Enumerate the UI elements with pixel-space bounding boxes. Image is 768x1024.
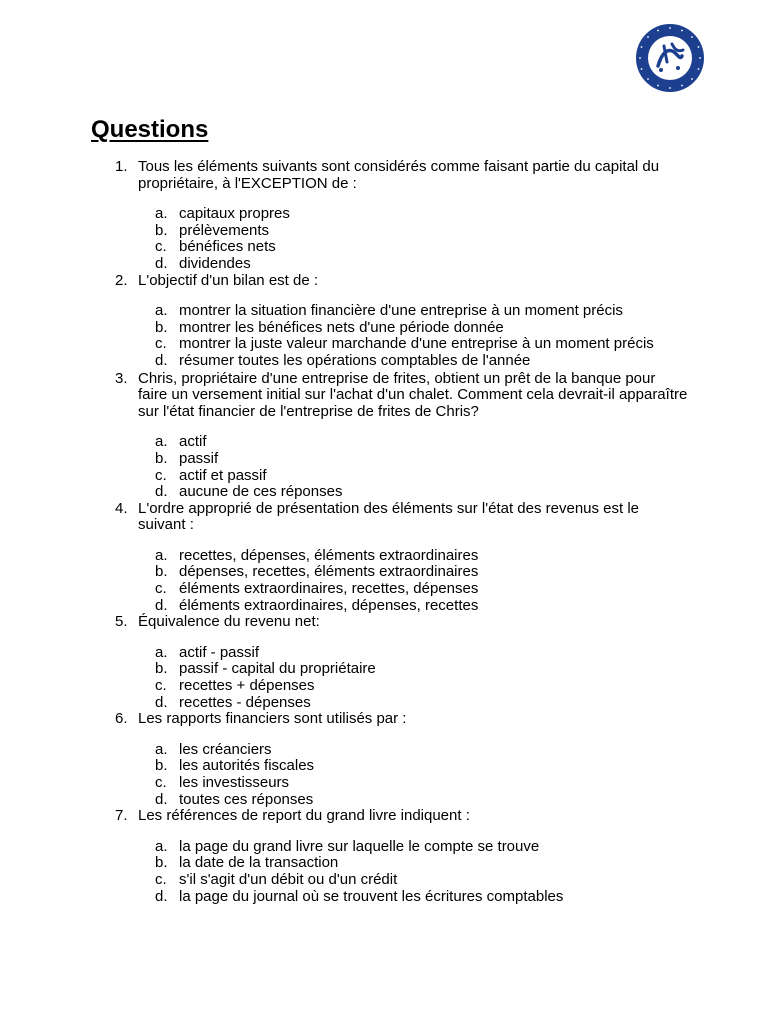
question-text: Les références de report du grand livre indiquent : [138,807,470,825]
option-text: toutes ces réponses [179,790,314,808]
option-letter: c. [155,335,167,353]
answer-options [138,548,688,614]
answer-option [138,889,688,906]
answer-option [138,758,688,775]
answer-option [138,564,688,581]
question-list [0,159,768,905]
option-text: recettes - dépenses [179,693,311,711]
question-item [0,371,768,501]
option-text: actif et passif [179,466,267,484]
option-text: montrer la juste valeur marchande d'une entreprise à un moment précis [179,335,654,353]
option-letter: a. [155,433,168,451]
question-item [0,808,768,905]
option-letter: c. [155,580,167,598]
question-item [0,711,768,808]
option-text: montrer la situation financière d'une entreprise à un moment précis [179,302,623,320]
answer-options [138,434,688,500]
question-item [0,273,768,370]
answer-option [138,239,688,256]
question-number: 5. [115,613,128,631]
question-text: Chris, propriétaire d'une entreprise de frites, obtient un prêt de la banque pour faire un versement initial sur l'achat d'un chalet. Comment cela devrait-il apparaître sur l'état financier de l'entreprise de frites de Chris? [138,369,688,420]
option-text: passif [179,449,219,467]
answer-option [138,872,688,889]
option-text: actif - passif [179,643,260,661]
answer-option [138,468,688,485]
university-seal-icon [634,22,706,94]
question-text: Équivalence du revenu net: [138,613,320,631]
answer-option [138,742,688,759]
answer-option [138,206,688,223]
option-text: prélèvements [179,221,270,239]
answer-option [138,303,688,320]
option-letter: d. [155,887,168,905]
option-letter: b. [155,757,168,775]
option-letter: b. [155,449,168,467]
option-letter: a. [155,302,168,320]
question-number: 6. [115,710,128,728]
question-item [0,159,768,273]
option-letter: a. [155,546,168,564]
answer-option [138,792,688,809]
option-text: s'il s'agit d'un débit ou d'un crédit [179,870,398,888]
answer-option [138,839,688,856]
answer-options [138,303,688,369]
option-letter: b. [155,660,168,678]
question-number: 2. [115,271,128,289]
option-text: résumer toutes les opérations comptables de l'année [179,351,531,369]
option-letter: d. [155,254,168,272]
option-text: capitaux propres [179,205,290,223]
option-text: aucune de ces réponses [179,483,343,501]
answer-option [138,223,688,240]
option-text: actif [179,433,207,451]
option-text: les créanciers [179,740,272,758]
option-letter: a. [155,837,168,855]
answer-option [138,598,688,615]
question-text: Les rapports financiers sont utilisés par : [138,710,407,728]
answer-option [138,451,688,468]
option-letter: d. [155,790,168,808]
option-letter: d. [155,483,168,501]
answer-options [138,206,688,272]
question-text: Tous les éléments suivants sont considérés comme faisant partie du capital du propriétaire, à l'EXCEPTION de : [138,158,660,192]
answer-option [138,645,688,662]
option-letter: d. [155,693,168,711]
answer-option [138,678,688,695]
option-letter: a. [155,205,168,223]
answer-option [138,581,688,598]
question-item [0,501,768,615]
question-text: L'objectif d'un bilan est de : [138,271,319,289]
page-title: Questions [91,116,209,143]
answer-option [138,855,688,872]
option-letter: c. [155,677,167,695]
question-number: 7. [115,807,128,825]
answer-option [138,775,688,792]
question-text: L'ordre approprié de présentation des éléments sur l'état des revenus est le suivant : [138,499,640,534]
answer-option [138,484,688,501]
question-number: 1. [115,158,128,175]
option-text: les autorités fiscales [179,757,315,775]
option-text: la page du grand livre sur laquelle le compte se trouve [179,837,540,855]
option-letter: c. [155,238,167,256]
answer-options [138,742,688,808]
option-letter: b. [155,318,168,336]
option-text: éléments extraordinaires, dépenses, recettes [179,596,479,614]
university-logo [634,22,706,94]
option-text: la page du journal où se trouvent les écritures comptables [179,887,564,905]
answer-options [138,839,688,905]
answer-option [138,548,688,565]
option-text: éléments extraordinaires, recettes, dépenses [179,580,479,598]
option-text: recettes, dépenses, éléments extraordinaires [179,546,479,564]
answer-option [138,661,688,678]
option-letter: d. [155,596,168,614]
option-text: dividendes [179,254,251,272]
answer-option [138,434,688,451]
option-letter: a. [155,643,168,661]
option-letter: c. [155,870,167,888]
option-letter: c. [155,466,167,484]
option-letter: c. [155,774,167,791]
option-text: les investisseurs [179,774,290,791]
option-letter: b. [155,563,168,581]
answer-option [138,353,688,370]
option-text: bénéfices nets [179,238,276,256]
question-number: 4. [115,499,128,517]
option-text: montrer les bénéfices nets d'une période donnée [179,318,504,336]
option-text: la date de la transaction [179,854,339,872]
option-letter: d. [155,351,168,369]
option-letter: b. [155,854,168,872]
option-text: dépenses, recettes, éléments extraordinaires [179,563,479,581]
option-letter: b. [155,221,168,239]
answer-options [138,645,688,711]
answer-option [138,320,688,337]
option-text: recettes + dépenses [179,677,315,695]
answer-option [138,695,688,712]
option-letter: a. [155,740,168,758]
question-item [0,614,768,711]
option-text: passif - capital du propriétaire [179,660,376,678]
answer-option [138,256,688,273]
question-number: 3. [115,369,128,387]
answer-option [138,336,688,353]
